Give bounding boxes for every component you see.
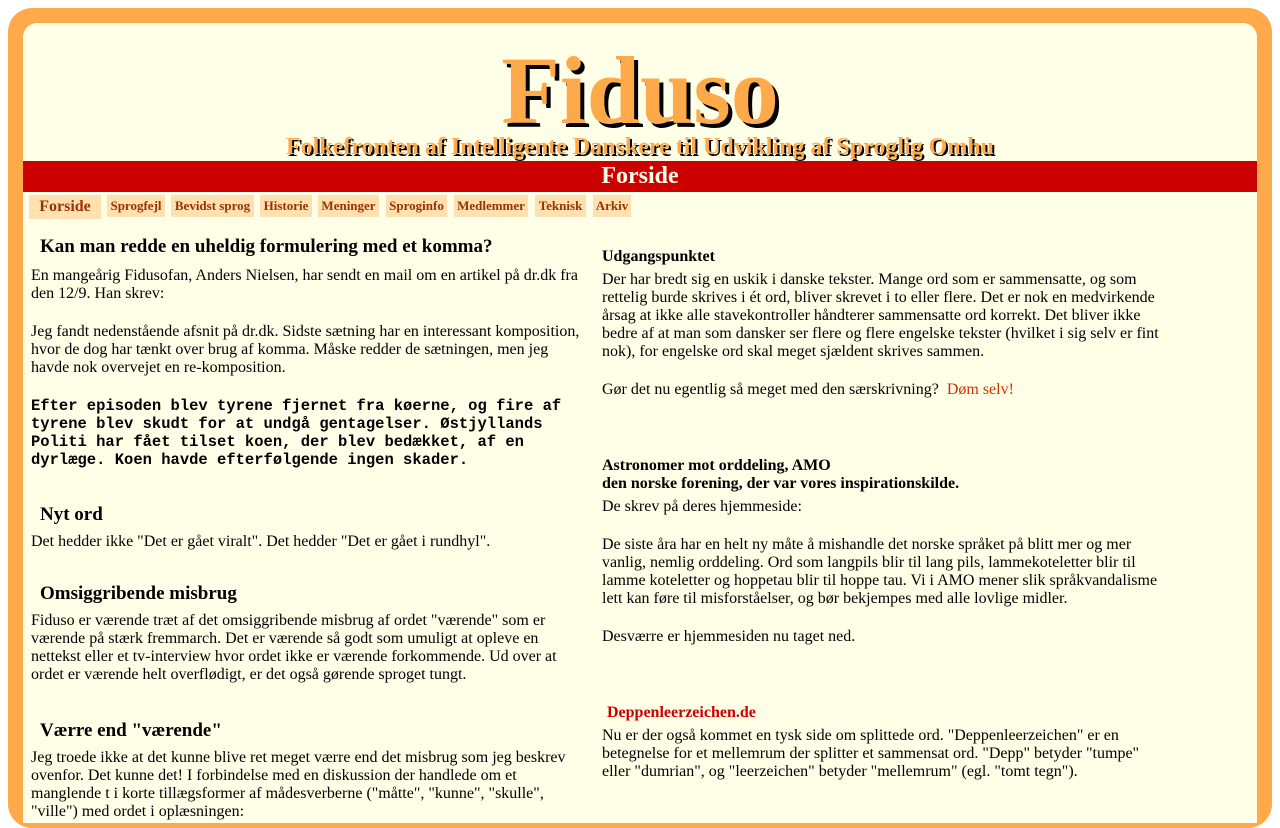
article-paragraph: Jeg troede ikke at det kunne blive ret meget værre end det misbrug som jeg beskrev ovenfor. Det kunne det! I forbindelse med en diskussion der handlede om et manglende t i korte tillægsformer af mådesverberne ("måtte", "kunne", "skulle", "ville") med ordet i oplæsningen:	[31, 749, 566, 820]
section-paragraph: Desværre er hjemmesiden nu taget ned.	[602, 628, 856, 645]
section-title: Udgangspunktet	[602, 248, 715, 265]
right-column	[602, 248, 1162, 781]
article-paragraph: Fiduso er værende træt af det omsiggribende misbrug af ordet "værende" som er værende på stærk fremmarch. Det er værende så godt som umuligt at opleve en nettekst eller et tv-interview hvor ordet ikke er værende forkommende. Ud over at ordet er værende helt overflødigt, er det også gørende sproget tungt.	[31, 612, 557, 683]
article-title: Omsiggribende misbrug	[40, 583, 237, 604]
section-paragraph: De skrev på deres hjemmeside:	[602, 498, 802, 515]
page-title-bar: Forside	[23, 161, 1257, 192]
nav-teknisk[interactable]: Teknisk	[535, 195, 586, 217]
section-paragraph: Gør det nu egentlig så meget med den særskrivning?	[602, 381, 939, 398]
nav-sproginfo[interactable]: Sproginfo	[386, 195, 447, 217]
article-paragraph: Det hedder ikke "Det er gået viralt". Det hedder "Det er gået i rundhyl".	[31, 533, 491, 550]
article-title: Kan man redde en uheldig formulering med et komma?	[40, 236, 493, 257]
nav-arkiv[interactable]: Arkiv	[593, 195, 631, 217]
article-title: Nyt ord	[40, 504, 103, 525]
nav-forside[interactable]: Forside	[29, 195, 101, 219]
nav-historie[interactable]: Historie	[260, 195, 312, 217]
article-paragraph: En mangeårig Fidusofan, Anders Nielsen, har sendt en mail om en artikel på dr.dk fra den 12/9. Han skrev:	[31, 267, 578, 302]
section-subtitle: den norske forening, der var vores inspirationskilde.	[602, 475, 960, 492]
section-paragraph: De siste åra har en helt ny måte å mishandle det norske språket på blitt mer og mer vanlig, nemlig orddeling. Ord som langpils blir til lang pils, lammekoteletter blir til lamme koteletter og hoppetau blir til hoppe tau. Vi i AMO mener slik språkvandalisme lett kan føre til misforståelser, og bør bekjempes med alle lovlige midler.	[602, 536, 1158, 607]
deppenleerzeichen-link[interactable]: Deppenleerzeichen.de	[607, 704, 756, 721]
left-column	[31, 236, 586, 821]
nav-medlemmer[interactable]: Medlemmer	[454, 195, 528, 217]
article-paragraph: Jeg fandt nedenstående afsnit på dr.dk. Sidste sætning har en interessant komposition, hvor de dog har tænkt over brug af komma. Måske redder de sætningen, men jeg havde nok overvejet en re-komposition.	[31, 323, 580, 376]
nav-bevidst-sprog[interactable]: Bevidst sprog	[171, 195, 254, 217]
section-title: Astronomer mot orddeling, AMO	[602, 457, 831, 474]
dom-selv-link[interactable]: Døm selv!	[946, 381, 1014, 398]
section-paragraph: Nu er der også kommet en tysk side om splittede ord. "Deppenleerzeichen" er en betegnelse for et mellemrum der splitter et sammensat ord. "Depp" betyder "tumpe" eller "dumrian", og "leerzeichen" betyder "mellemrum" (egl. "tomt tegn").	[602, 727, 1140, 780]
content-area	[23, 23, 1257, 823]
site-tagline: Folkefronten af Intelligente Danskere til Udvikling af Sproglig Omhu	[285, 134, 995, 160]
nav-sprogfejl[interactable]: Sprogfejl	[107, 195, 165, 217]
site-logo[interactable]: Fiduso	[501, 37, 779, 144]
article-title: Værre end "værende"	[40, 720, 222, 741]
nav-meninger[interactable]: Meninger	[318, 195, 379, 217]
article-quote: Efter episoden blev tyrene fjernet fra køerne, og fire af tyrene blev skudt for at undgå gentagelser. Østjyllands Politi har fået tilset koen, der blev bedækket, af en dyrlæge. Koen havde efterfølgende ingen skader.	[31, 397, 562, 469]
section-paragraph: Der har bredt sig en uskik i danske tekster. Mange ord som er sammensatte, og som rettelig burde skrives i ét ord, bliver skrevet i to eller flere. Det er nok en medvirkende årsag at ikke alle stavekontroller håndterer sammensatte ord korrekt. Det bliver ikke bedre af at man som dansker ser flere og flere engelske tekster (hvilket i sig selv er fint nok), for engelske ord skal meget sjældent skrives sammen.	[602, 271, 1159, 360]
